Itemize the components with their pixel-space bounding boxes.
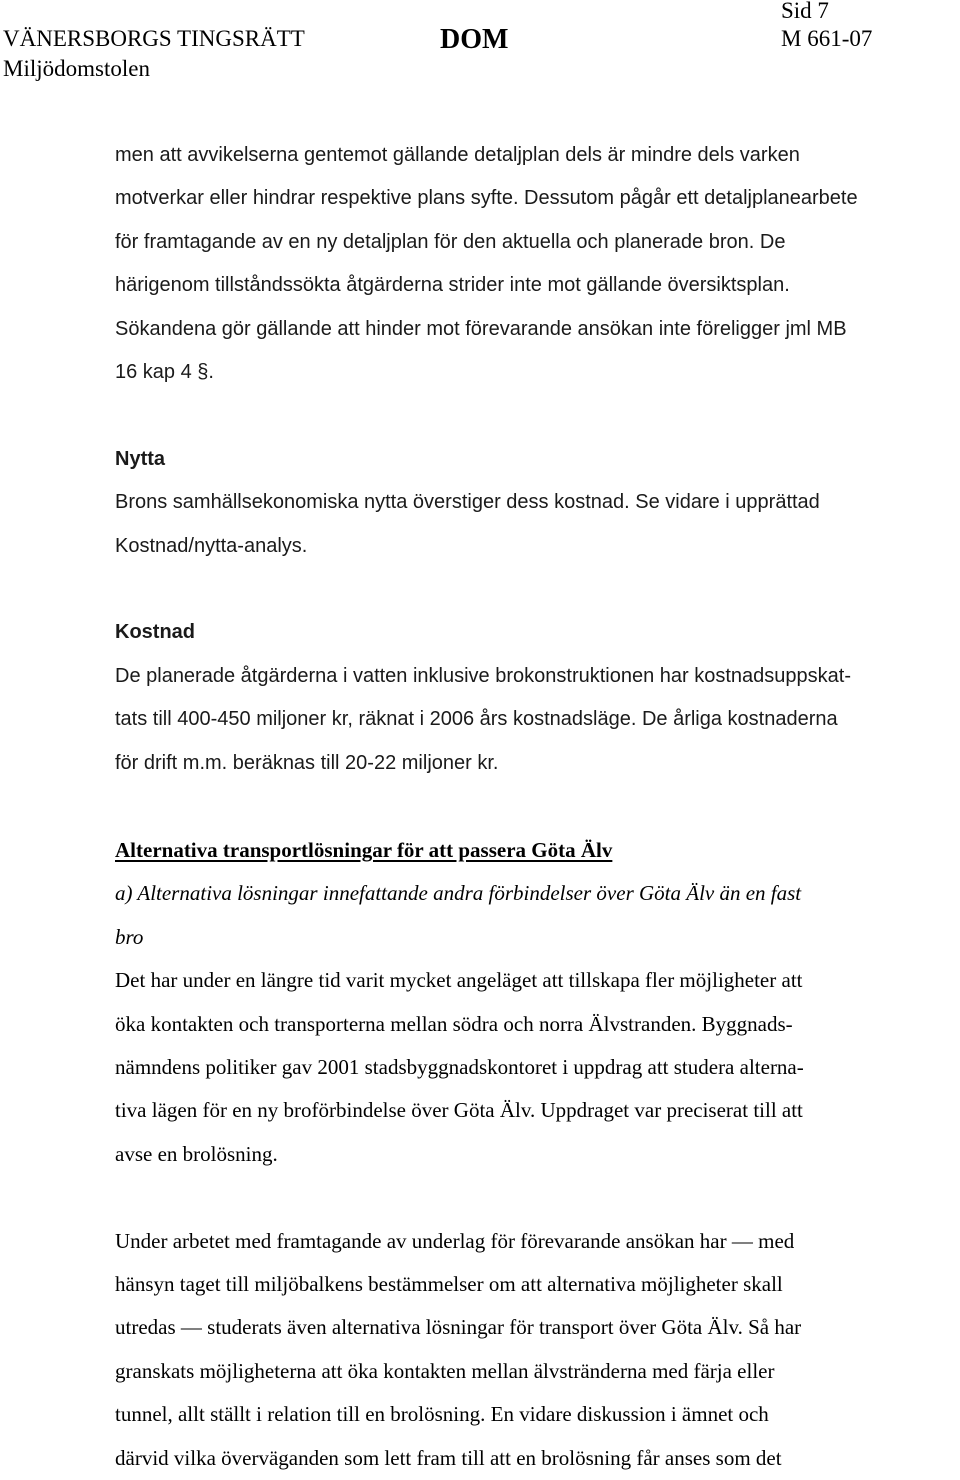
text-line: tats till 400-450 miljoner kr, räknat i 2006 års kostnadsläge. De årliga kostnaderna bbox=[115, 708, 838, 731]
text-line: Det har under en längre tid varit mycket angeläget att tillskapa fler möjligheter att bbox=[115, 968, 803, 993]
department-name: Miljödomstolen bbox=[3, 56, 150, 81]
paragraph-alternatives-1 bbox=[115, 959, 947, 1176]
text-line: motverkar eller hindrar respektive plans syfte. Dessutom pågår ett detaljplanearbete bbox=[115, 187, 858, 210]
paragraph-kostnad bbox=[115, 655, 947, 785]
document-type: DOM bbox=[440, 24, 509, 55]
text-line: De planerade åtgärderna i vatten inklusive brokonstruktionen har kostnadsuppskat- bbox=[115, 664, 851, 687]
text-line: 16 kap 4 §. bbox=[115, 361, 214, 384]
text-line: tunnel, allt ställt i relation till en brolösning. En vidare diskussion i ämnet och bbox=[115, 1402, 769, 1427]
paragraph-nytta bbox=[115, 481, 947, 568]
text-line: Brons samhällsekonomiska nytta överstiger dess kostnad. Se vidare i upprättad bbox=[115, 491, 820, 514]
text-line: därvid vilka överväganden som lett fram till att en brolösning får anses som det bbox=[115, 1445, 782, 1470]
text-line: för framtagande av en ny detaljplan för den aktuella och planerade bron. De bbox=[115, 230, 786, 253]
text-line: Kostnad/nytta-analys. bbox=[115, 534, 308, 557]
text-line: men att avvikelserna gentemot gällande detaljplan dels är mindre dels varken bbox=[115, 144, 800, 166]
text-line: a) Alternativa lösningar innefattande andra förbindelser över Göta Älv än en fast bbox=[115, 881, 802, 906]
paragraph-alternatives-2 bbox=[115, 1220, 947, 1480]
page-number: Sid 7 bbox=[781, 0, 829, 23]
main-text-block-1 bbox=[115, 134, 947, 785]
main-text-block-2 bbox=[115, 829, 947, 1480]
text-line: för drift m.m. beräknas till 20-22 miljoner kr. bbox=[115, 751, 499, 774]
section-heading-kostnad: Kostnad bbox=[115, 621, 195, 644]
text-line: Under arbetet med framtagande av underlag för förevarande ansökan har — med bbox=[115, 1228, 795, 1253]
paragraph-planning bbox=[115, 134, 947, 394]
text-line: Sökandena gör gällande att hinder mot förevarande ansökan inte föreligger jml MB bbox=[115, 317, 847, 340]
section-heading-nytta: Nytta bbox=[115, 447, 166, 470]
subheading-alternatives-a bbox=[115, 872, 947, 959]
text-line: hänsyn taget till miljöbalkens bestämmelser om att alternativa möjligheter skall bbox=[115, 1272, 783, 1297]
text-line: bro bbox=[115, 924, 144, 949]
text-line: nämndens politiker gav 2001 stadsbyggnadskontoret i uppdrag att studera alterna- bbox=[115, 1055, 804, 1080]
text-line: tiva lägen för en ny broförbindelse över Göta Älv. Uppdraget var preciserat till att bbox=[115, 1098, 803, 1123]
text-line: granskats möjligheterna att öka kontakten mellan älvstränderna med färja eller bbox=[115, 1358, 775, 1383]
section-heading-alternativa: Alternativa transportlösningar för att passera Göta Älv bbox=[115, 838, 613, 862]
spacer bbox=[115, 1176, 947, 1219]
spacer bbox=[115, 568, 947, 611]
spacer bbox=[115, 394, 947, 437]
text-line: utredas — studerats även alternativa lösningar för transport över Göta Älv. Så har bbox=[115, 1315, 802, 1340]
text-line: härigenom tillståndssökta åtgärderna strider inte mot gällande översiktsplan. bbox=[115, 274, 790, 297]
text-line: öka kontakten och transporterna mellan södra och norra Älvstranden. Byggnads- bbox=[115, 1011, 793, 1036]
case-number: M 661-07 bbox=[781, 26, 873, 51]
text-line: avse en brolösning. bbox=[115, 1141, 278, 1166]
court-name: VÄNERSBORGS TINGSRÄTT bbox=[3, 26, 305, 51]
